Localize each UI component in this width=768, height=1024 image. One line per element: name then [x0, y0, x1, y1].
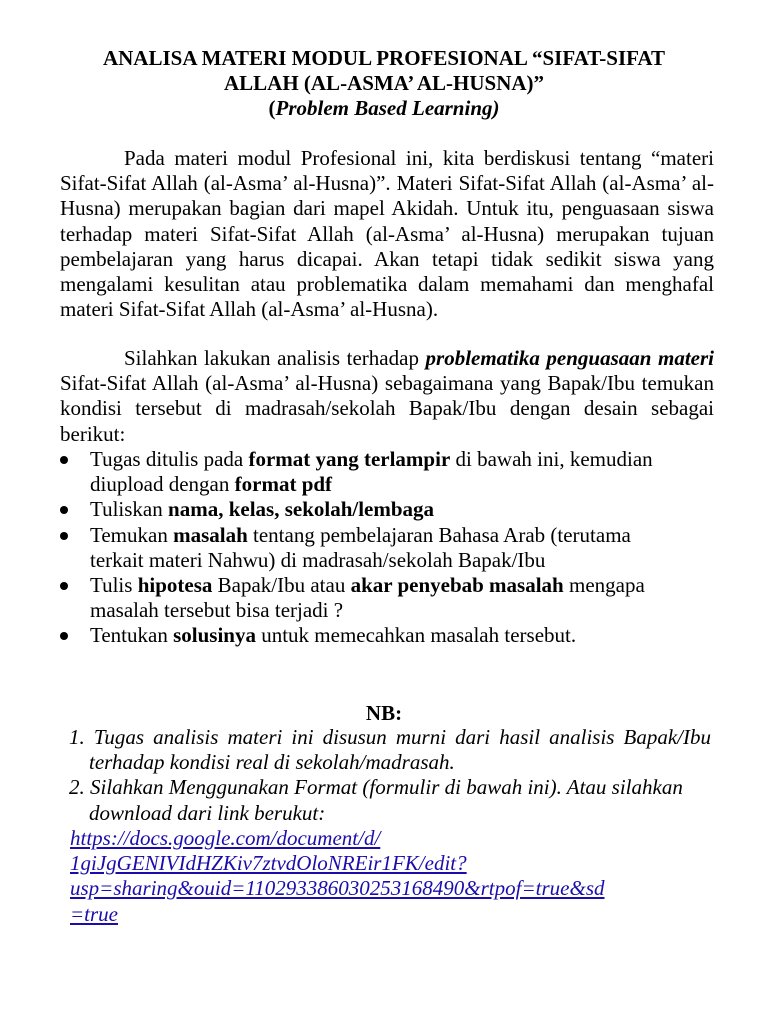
list-item-bold: akar penyebab masalah: [350, 573, 564, 598]
download-link-line2[interactable]: 1giJgGENIVIdHZKiv7ztvdOloNREir1FK/edit?: [70, 851, 467, 876]
subtitle-italic-text: Problem Based Learning): [275, 96, 500, 120]
bullet-icon: [60, 582, 68, 590]
instruction-emphasis: problematika penguasaan materi: [425, 346, 715, 370]
document-title-line2: ALLAH (AL-ASMA’ AL-HUSNA)”: [223, 71, 545, 95]
instruction-text-after: Sifat-Sifat Allah (al-Asma’ al-Husna) sebagaimana yang Bapak/Ibu temukan kondisi tersebut di madrasah/sekolah Bapak/Ibu dengan desain sebagai berikut:: [60, 371, 714, 446]
list-item: [60, 447, 680, 497]
list-item-bold: solusinya: [173, 623, 256, 648]
list-item: [60, 523, 680, 573]
list-item-text: Bapak/Ibu atau: [212, 573, 351, 598]
nb-heading: NB:: [365, 701, 403, 725]
bullet-icon: [60, 632, 68, 640]
task-list: [60, 447, 680, 649]
list-item-text: Tulis: [90, 573, 138, 598]
document-subtitle: [40, 95, 728, 121]
bullet-icon: [60, 506, 68, 514]
list-item: [60, 573, 680, 623]
document-title-line1: ANALISA MATERI MODUL PROFESIONAL “SIFAT-SIFAT: [102, 46, 666, 70]
download-link[interactable]: [70, 826, 709, 927]
list-item-text: Temukan: [90, 522, 174, 547]
download-link-line1[interactable]: https://docs.google.com/document/d/: [70, 826, 381, 850]
notes-list: [60, 725, 720, 826]
list-item-text: di bawah ini, kemudian diupload dengan: [90, 447, 653, 497]
note-item-1: 1. Tugas analisis materi ini disusun murni dari hasil analisis Bapak/Ibu terhadap kondisi real di sekolah/madrasah.: [69, 725, 711, 775]
bullet-icon: [60, 532, 68, 540]
instruction-text-before: Silahkan lakukan analisis terhadap: [124, 346, 426, 370]
subtitle-open-paren: (: [268, 96, 276, 120]
list-item-text: Tugas ditulis pada: [90, 447, 249, 471]
download-link-line3[interactable]: usp=sharing&ouid=110293386030253168490&rtpof=true&sd: [70, 876, 605, 901]
list-item-bold: hipotesa: [137, 573, 213, 598]
list-item-text: Tentukan: [90, 623, 174, 648]
list-item: [60, 623, 680, 648]
list-item-text: Tuliskan: [90, 497, 169, 522]
list-item-bold: format pdf: [234, 472, 333, 497]
bullet-icon: [60, 456, 68, 464]
list-item-bold: format yang terlampir: [248, 447, 451, 471]
download-link-line4[interactable]: =true: [70, 901, 118, 926]
list-item-text: untuk memecahkan masalah tersebut.: [255, 623, 577, 648]
instruction-paragraph: [60, 346, 714, 447]
note-item-2: 2. Silahkan Menggunakan Format (formulir di bawah ini). Atau silahkan download dari link berukut:: [69, 775, 683, 825]
list-item-text: tentang pembelajaran Bahasa Arab (terutama terkait materi Nahwu) di madrasah/sekolah Bapak/Ibu: [90, 522, 631, 572]
list-item-text: mengapa masalah tersebut bisa terjadi ?: [90, 573, 645, 623]
list-item-bold: masalah: [173, 522, 248, 547]
list-item-bold: nama, kelas, sekolah/lembaga: [168, 497, 435, 522]
intro-paragraph: Pada materi modul Profesional ini, kita berdiskusi tentang “materi Sifat-Sifat Allah (al-Asma’ al-Husna)”. Materi Sifat-Sifat Allah (al-Asma’ al-Husna) merupakan bagian dari mapel Akidah. Untuk itu, penguasaan siswa terhadap materi Sifat-Sifat Allah (al-Asma’ al-Husna) merupakan tujuan pembelajaran yang harus dicapai. Akan tetapi tidak sedikit siswa yang mengalami kesulitan atau problematika dalam memahami dan menghafal materi Sifat-Sifat Allah (al-Asma’ al-Husna).: [60, 146, 714, 322]
list-item: [60, 497, 680, 522]
